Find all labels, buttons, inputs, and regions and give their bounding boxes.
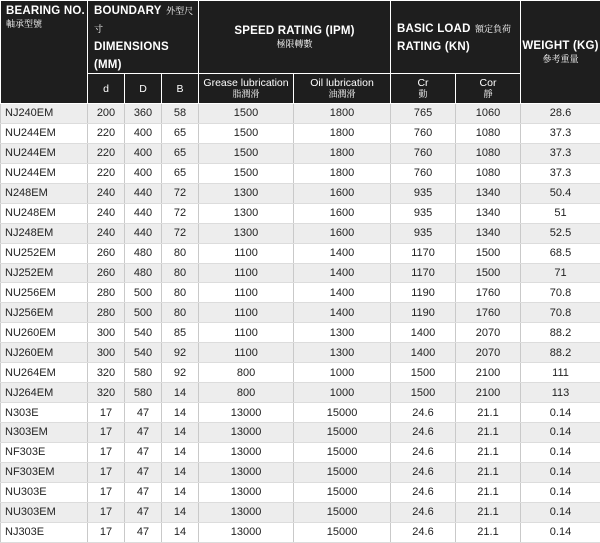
cell-cr: 935 xyxy=(391,183,456,203)
cell-cr: 760 xyxy=(391,123,456,143)
cell-oil-speed: 1400 xyxy=(294,243,391,263)
cell-dim-B: 65 xyxy=(162,143,199,163)
header-bearing-no-cn: 軸承型號 xyxy=(6,18,87,30)
cell-dim-B: 14 xyxy=(162,502,199,522)
cell-oil-speed: 1000 xyxy=(294,383,391,403)
cell-grease-speed: 1100 xyxy=(199,263,294,283)
header-grease-cn: 脂潤滑 xyxy=(199,89,293,100)
table-row xyxy=(1,403,600,423)
cell-cor: 1340 xyxy=(456,183,521,203)
cell-dim-D: 47 xyxy=(125,502,162,522)
cell-grease-speed: 1100 xyxy=(199,323,294,343)
cell-weight: 71 xyxy=(521,263,600,283)
header-bearing-no-label: BEARING NO. xyxy=(6,5,87,18)
cell-dim-d: 320 xyxy=(88,363,125,383)
table-row xyxy=(1,143,600,163)
cell-cor: 2070 xyxy=(456,343,521,363)
cell-dim-D: 540 xyxy=(125,343,162,363)
cell-dim-B: 80 xyxy=(162,243,199,263)
cell-dim-D: 500 xyxy=(125,283,162,303)
cell-grease-speed: 13000 xyxy=(199,403,294,423)
cell-cr: 1190 xyxy=(391,283,456,303)
table-row xyxy=(1,243,600,263)
cell-dim-D: 580 xyxy=(125,363,162,383)
cell-dim-d: 200 xyxy=(88,104,125,124)
header-cor-label: Cor xyxy=(456,77,520,89)
cell-oil-speed: 1000 xyxy=(294,363,391,383)
cell-dim-D: 500 xyxy=(125,303,162,323)
cell-weight: 0.14 xyxy=(521,462,600,482)
header-weight-cn: 參考重量 xyxy=(521,53,600,65)
cell-dim-D: 440 xyxy=(125,183,162,203)
cell-cor: 1080 xyxy=(456,123,521,143)
cell-bearing-no: N303E xyxy=(1,403,88,423)
cell-bearing-no: NU264EM xyxy=(1,363,88,383)
header-dim-D xyxy=(125,74,162,104)
cell-grease-speed: 13000 xyxy=(199,522,294,542)
cell-oil-speed: 15000 xyxy=(294,462,391,482)
header-oil-lubrication xyxy=(294,74,391,104)
cell-grease-speed: 1100 xyxy=(199,243,294,263)
cell-dim-D: 400 xyxy=(125,163,162,183)
cell-bearing-no: NF303E xyxy=(1,442,88,462)
cell-cr: 760 xyxy=(391,143,456,163)
cell-oil-speed: 1600 xyxy=(294,183,391,203)
cell-bearing-no: NU244EM xyxy=(1,143,88,163)
cell-dim-d: 300 xyxy=(88,343,125,363)
cell-cor: 2100 xyxy=(456,363,521,383)
cell-dim-d: 17 xyxy=(88,482,125,502)
header-cor-cn: 靜 xyxy=(456,89,520,100)
cell-weight: 37.3 xyxy=(521,143,600,163)
cell-weight: 70.8 xyxy=(521,303,600,323)
cell-dim-D: 400 xyxy=(125,123,162,143)
cell-cor: 2100 xyxy=(456,383,521,403)
cell-dim-D: 47 xyxy=(125,482,162,502)
cell-dim-D: 440 xyxy=(125,223,162,243)
cell-oil-speed: 15000 xyxy=(294,442,391,462)
cell-dim-B: 65 xyxy=(162,163,199,183)
cell-dim-B: 72 xyxy=(162,223,199,243)
cell-dim-d: 17 xyxy=(88,442,125,462)
cell-grease-speed: 1500 xyxy=(199,163,294,183)
cell-cr: 760 xyxy=(391,163,456,183)
cell-cor: 1060 xyxy=(456,104,521,124)
cell-grease-speed: 1500 xyxy=(199,123,294,143)
cell-cor: 21.1 xyxy=(456,442,521,462)
cell-weight: 37.3 xyxy=(521,163,600,183)
table-row xyxy=(1,363,600,383)
cell-grease-speed: 13000 xyxy=(199,423,294,443)
cell-cr: 765 xyxy=(391,104,456,124)
cell-dim-d: 17 xyxy=(88,462,125,482)
cell-weight: 0.14 xyxy=(521,482,600,502)
cell-cor: 1500 xyxy=(456,263,521,283)
cell-grease-speed: 1100 xyxy=(199,343,294,363)
cell-dim-d: 320 xyxy=(88,383,125,403)
cell-bearing-no: N303EM xyxy=(1,423,88,443)
cell-cor: 21.1 xyxy=(456,462,521,482)
header-cor xyxy=(456,74,521,104)
cell-oil-speed: 15000 xyxy=(294,482,391,502)
table-row xyxy=(1,183,600,203)
cell-grease-speed: 1500 xyxy=(199,143,294,163)
table-row xyxy=(1,123,600,143)
cell-bearing-no: NJ240EM xyxy=(1,104,88,124)
cell-bearing-no: NJ252EM xyxy=(1,263,88,283)
cell-cr: 24.6 xyxy=(391,403,456,423)
cell-oil-speed: 15000 xyxy=(294,423,391,443)
cell-dim-D: 47 xyxy=(125,403,162,423)
cell-dim-d: 17 xyxy=(88,522,125,542)
cell-weight: 52.5 xyxy=(521,223,600,243)
cell-weight: 88.2 xyxy=(521,343,600,363)
cell-cor: 1500 xyxy=(456,243,521,263)
cell-oil-speed: 15000 xyxy=(294,502,391,522)
cell-dim-B: 92 xyxy=(162,363,199,383)
header-speed-cn: 極限轉數 xyxy=(199,38,390,50)
table-row xyxy=(1,462,600,482)
cell-cr: 24.6 xyxy=(391,423,456,443)
cell-dim-d: 260 xyxy=(88,263,125,283)
cell-weight: 111 xyxy=(521,363,600,383)
cell-dim-d: 17 xyxy=(88,423,125,443)
header-boundary-dimensions xyxy=(88,1,199,74)
header-cr-cn: 動 xyxy=(391,89,455,100)
cell-dim-d: 260 xyxy=(88,243,125,263)
cell-bearing-no: NJ260EM xyxy=(1,343,88,363)
cell-grease-speed: 1300 xyxy=(199,183,294,203)
cell-cr: 1500 xyxy=(391,363,456,383)
cell-weight: 0.14 xyxy=(521,442,600,462)
table-row xyxy=(1,223,600,243)
cell-oil-speed: 1800 xyxy=(294,104,391,124)
cell-dim-D: 47 xyxy=(125,522,162,542)
header-speed-label: SPEED RATING (IPM) xyxy=(199,25,390,38)
table-row xyxy=(1,163,600,183)
cell-dim-D: 47 xyxy=(125,442,162,462)
cell-bearing-no: NU260EM xyxy=(1,323,88,343)
cell-bearing-no: NU244EM xyxy=(1,123,88,143)
cell-dim-B: 65 xyxy=(162,123,199,143)
cell-grease-speed: 1100 xyxy=(199,283,294,303)
cell-bearing-no: NJ256EM xyxy=(1,303,88,323)
cell-cor: 1760 xyxy=(456,303,521,323)
cell-cr: 1170 xyxy=(391,243,456,263)
cell-dim-D: 440 xyxy=(125,203,162,223)
cell-weight: 0.14 xyxy=(521,403,600,423)
table-row xyxy=(1,482,600,502)
table-row xyxy=(1,423,600,443)
cell-dim-d: 220 xyxy=(88,123,125,143)
cell-dim-D: 480 xyxy=(125,263,162,283)
cell-oil-speed: 1600 xyxy=(294,203,391,223)
cell-weight: 68.5 xyxy=(521,243,600,263)
cell-oil-speed: 1400 xyxy=(294,303,391,323)
cell-dim-d: 280 xyxy=(88,283,125,303)
cell-dim-d: 220 xyxy=(88,163,125,183)
cell-cor: 21.1 xyxy=(456,423,521,443)
cell-cr: 1400 xyxy=(391,323,456,343)
header-speed-rating xyxy=(199,1,391,74)
table-row xyxy=(1,323,600,343)
cell-dim-B: 80 xyxy=(162,263,199,283)
cell-weight: 28.6 xyxy=(521,104,600,124)
cell-dim-d: 300 xyxy=(88,323,125,343)
cell-dim-D: 400 xyxy=(125,143,162,163)
cell-bearing-no: NJ303E xyxy=(1,522,88,542)
header-grease-lubrication xyxy=(199,74,294,104)
cell-weight: 0.14 xyxy=(521,502,600,522)
cell-oil-speed: 1800 xyxy=(294,143,391,163)
cell-cor: 21.1 xyxy=(456,502,521,522)
cell-grease-speed: 13000 xyxy=(199,482,294,502)
cell-cr: 935 xyxy=(391,203,456,223)
cell-weight: 37.3 xyxy=(521,123,600,143)
cell-cr: 24.6 xyxy=(391,502,456,522)
cell-grease-speed: 1300 xyxy=(199,223,294,243)
cell-dim-B: 80 xyxy=(162,303,199,323)
cell-bearing-no: NU248EM xyxy=(1,203,88,223)
cell-cr: 1500 xyxy=(391,383,456,403)
cell-weight: 113 xyxy=(521,383,600,403)
cell-dim-B: 80 xyxy=(162,283,199,303)
cell-cor: 21.1 xyxy=(456,482,521,502)
cell-dim-B: 14 xyxy=(162,383,199,403)
cell-dim-d: 240 xyxy=(88,223,125,243)
table-body xyxy=(1,104,600,543)
cell-dim-D: 580 xyxy=(125,383,162,403)
cell-dim-D: 480 xyxy=(125,243,162,263)
cell-bearing-no: NU252EM xyxy=(1,243,88,263)
cell-bearing-no: NJ264EM xyxy=(1,383,88,403)
cell-dim-D: 360 xyxy=(125,104,162,124)
cell-weight: 50.4 xyxy=(521,183,600,203)
header-rating-label: RATING (KN) xyxy=(397,41,470,53)
header-dim-B-label: B xyxy=(162,83,198,95)
cell-dim-D: 47 xyxy=(125,462,162,482)
header-basic-label: BASIC LOAD xyxy=(397,23,471,35)
table-row xyxy=(1,303,600,323)
header-basic-cn: 額定負荷 xyxy=(475,24,511,34)
cell-grease-speed: 13000 xyxy=(199,462,294,482)
cell-oil-speed: 1400 xyxy=(294,283,391,303)
header-grease-label: Grease lubrication xyxy=(199,77,293,89)
cell-cr: 24.6 xyxy=(391,462,456,482)
table-row xyxy=(1,104,600,124)
cell-dim-D: 540 xyxy=(125,323,162,343)
cell-weight: 0.14 xyxy=(521,423,600,443)
table-header xyxy=(1,1,600,104)
cell-dim-d: 280 xyxy=(88,303,125,323)
header-weight xyxy=(521,1,600,104)
cell-cor: 21.1 xyxy=(456,403,521,423)
cell-dim-d: 220 xyxy=(88,143,125,163)
cell-dim-B: 14 xyxy=(162,403,199,423)
cell-dim-B: 14 xyxy=(162,423,199,443)
header-boundary-label: BOUNDARY xyxy=(94,5,162,17)
cell-grease-speed: 13000 xyxy=(199,442,294,462)
table-row xyxy=(1,502,600,522)
cell-grease-speed: 1100 xyxy=(199,303,294,323)
cell-cor: 1080 xyxy=(456,143,521,163)
cell-oil-speed: 1400 xyxy=(294,263,391,283)
cell-cor: 1080 xyxy=(456,163,521,183)
cell-dim-B: 14 xyxy=(162,462,199,482)
cell-cr: 1190 xyxy=(391,303,456,323)
cell-cor: 1340 xyxy=(456,223,521,243)
cell-cor: 1760 xyxy=(456,283,521,303)
cell-bearing-no: N248EM xyxy=(1,183,88,203)
cell-dim-d: 240 xyxy=(88,183,125,203)
cell-cor: 1340 xyxy=(456,203,521,223)
cell-dim-d: 240 xyxy=(88,203,125,223)
header-oil-label: Oil lubrication xyxy=(294,77,390,89)
cell-grease-speed: 1300 xyxy=(199,203,294,223)
cell-bearing-no: NU244EM xyxy=(1,163,88,183)
cell-bearing-no: NU303E xyxy=(1,482,88,502)
cell-bearing-no: NF303EM xyxy=(1,462,88,482)
header-dim-D-label: D xyxy=(125,83,161,95)
cell-dim-B: 72 xyxy=(162,203,199,223)
table-row xyxy=(1,343,600,363)
cell-grease-speed: 1500 xyxy=(199,104,294,124)
cell-dim-d: 17 xyxy=(88,403,125,423)
cell-dim-d: 17 xyxy=(88,502,125,522)
header-basic-load-rating xyxy=(391,1,521,74)
cell-cr: 935 xyxy=(391,223,456,243)
table-row xyxy=(1,283,600,303)
header-oil-cn: 油潤滑 xyxy=(294,89,390,100)
cell-oil-speed: 1300 xyxy=(294,343,391,363)
cell-dim-B: 14 xyxy=(162,522,199,542)
cell-dim-B: 92 xyxy=(162,343,199,363)
cell-bearing-no: NU256EM xyxy=(1,283,88,303)
header-weight-label: WEIGHT (KG) xyxy=(521,40,600,53)
cell-oil-speed: 1800 xyxy=(294,123,391,143)
header-dim-d-label: d xyxy=(88,83,124,95)
cell-oil-speed: 1600 xyxy=(294,223,391,243)
cell-cor: 21.1 xyxy=(456,522,521,542)
cell-dim-B: 72 xyxy=(162,183,199,203)
table-row xyxy=(1,442,600,462)
cell-dim-B: 14 xyxy=(162,482,199,502)
header-bearing-no xyxy=(1,1,88,104)
cell-dim-B: 85 xyxy=(162,323,199,343)
header-cr-label: Cr xyxy=(391,77,455,89)
cell-weight: 51 xyxy=(521,203,600,223)
header-boundary-cn: 外型尺寸 xyxy=(94,6,193,34)
cell-weight: 70.8 xyxy=(521,283,600,303)
cell-grease-speed: 800 xyxy=(199,383,294,403)
cell-cr: 24.6 xyxy=(391,522,456,542)
cell-cr: 24.6 xyxy=(391,442,456,462)
cell-oil-speed: 15000 xyxy=(294,403,391,423)
cell-grease-speed: 800 xyxy=(199,363,294,383)
cell-bearing-no: NU303EM xyxy=(1,502,88,522)
header-dimensions-label: DIMENSIONS (MM) xyxy=(94,41,169,71)
header-dim-d xyxy=(88,74,125,104)
cell-bearing-no: NJ248EM xyxy=(1,223,88,243)
cell-oil-speed: 1800 xyxy=(294,163,391,183)
table-row xyxy=(1,522,600,542)
cell-weight: 0.14 xyxy=(521,522,600,542)
cell-dim-D: 47 xyxy=(125,423,162,443)
table-row xyxy=(1,203,600,223)
cell-cor: 2070 xyxy=(456,323,521,343)
cell-oil-speed: 15000 xyxy=(294,522,391,542)
cell-weight: 88.2 xyxy=(521,323,600,343)
table-row xyxy=(1,383,600,403)
header-cr xyxy=(391,74,456,104)
cell-cr: 1170 xyxy=(391,263,456,283)
cell-dim-B: 14 xyxy=(162,442,199,462)
cell-dim-B: 58 xyxy=(162,104,199,124)
cell-cr: 1400 xyxy=(391,343,456,363)
cell-grease-speed: 13000 xyxy=(199,502,294,522)
cell-cr: 24.6 xyxy=(391,482,456,502)
table-row xyxy=(1,263,600,283)
header-dim-B xyxy=(162,74,199,104)
cell-oil-speed: 1300 xyxy=(294,323,391,343)
